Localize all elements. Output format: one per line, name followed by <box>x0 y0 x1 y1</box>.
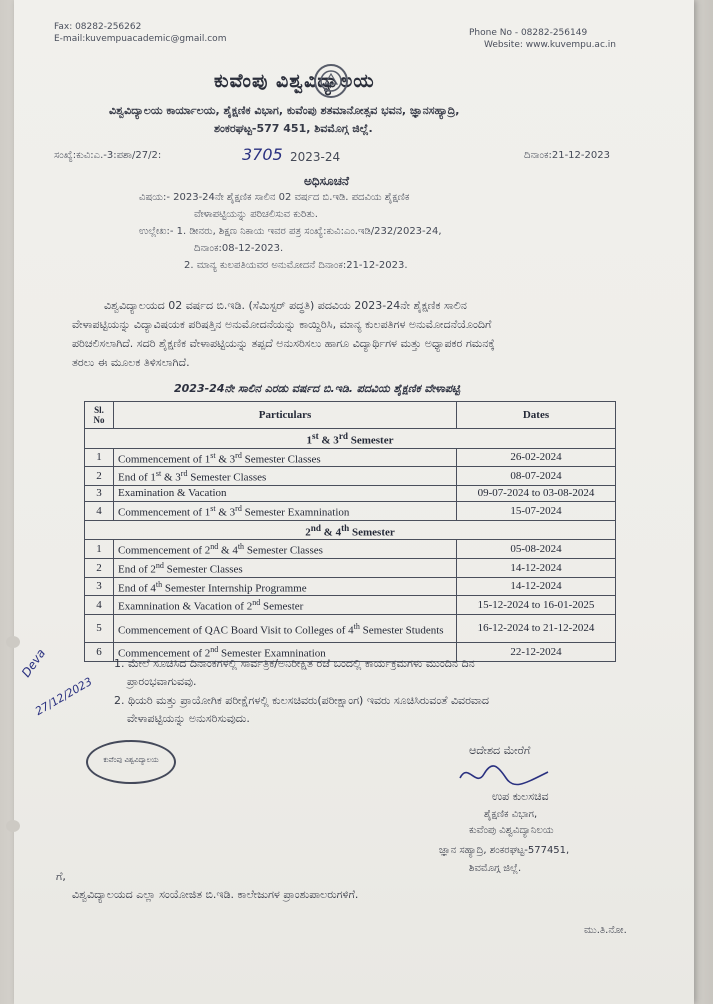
university-title: ಕುವೆಂಪು ವಿಶ್ವವಿದ್ಯಾಲಯ <box>214 70 375 92</box>
handwritten-margin-date: 27/12/2023 <box>32 675 95 718</box>
table-row <box>85 596 616 615</box>
cell-date: 15-07-2024 <box>457 501 616 520</box>
deputy-registrar: ಉಪ ಕುಲಸಚಿವ <box>492 790 549 803</box>
cell-date: 09-07-2024 to 03-08-2024 <box>457 485 616 501</box>
body-line-2: ವೇಳಾಪಟ್ಟಿಯನ್ನು ವಿದ್ಯಾವಿಷಯಕ ಪರಿಷತ್ತಿನ ಅನುಮೋದನೆಯನ್ನು ಕಾಯ್ದಿರಿಸಿ, ಮಾನ್ಯ ಕುಲಪತಿಗಳ ಅನುಮೋದನೆಯೊಂದಿಗೆ <box>72 318 492 331</box>
cell-date: 16-12-2024 to 21-12-2024 <box>457 614 616 642</box>
cell-particular: Commencement of 2nd & 4th Semester Classes <box>114 540 457 559</box>
office-stamp <box>86 740 176 784</box>
body-line-3: ಪರಿಚಲಿಸಲಾಗಿದೆ. ಸದರಿ ಶೈಕ್ಷಣಿಕ ವೇಳಾಪಟ್ಟಿಯನ್ನು ತಪ್ಪದೆ ಅನುಸರಿಸಲು ಹಾಗೂ ವಿದ್ಯಾರ್ಥಿಗಳ ಮತ್ತು ಅಧ್ಯಾಪಕರ ಗಮನಕ್ಕೆ <box>72 337 495 350</box>
cell-date: 15-12-2024 to 16-01-2025 <box>457 596 616 615</box>
table-row <box>85 467 616 486</box>
body-line-1: ವಿಶ್ವವಿದ್ಯಾಲಯದ 02 ವರ್ಷದ ಬಿ.ಇಡಿ. (ಸೆಮಿಸ್ಟರ್ ಪದ್ಧತಿ) ಪದವಿಯ 2023-24ನೇ ಶೈಕ್ಷಣಿಕ ಸಾಲಿನ <box>104 299 467 312</box>
cell-sl: 1 <box>85 448 114 467</box>
university-sign-name: ಕುವೆಂಪು ವಿಶ್ವವಿದ್ಯಾನಿಲಯ <box>469 825 554 836</box>
cell-particular: Commencement of 2nd Semester Examnination <box>114 642 457 661</box>
cell-date: 14-12-2024 <box>457 558 616 577</box>
university-logo <box>314 64 348 98</box>
subject-line-2: ವೇಳಾಪಟ್ಟಿಯನ್ನು ಪರಿಚಲಿಸುವ ಕುರಿತು. <box>194 209 318 220</box>
phone-line: Phone No - 08282-256149 <box>469 28 588 38</box>
reference-year: 2023-24 <box>290 150 341 164</box>
cell-date: 08-07-2024 <box>457 467 616 486</box>
table-row <box>85 614 616 642</box>
emblem-icon <box>316 66 346 96</box>
sign-place-line-1: ಜ್ಞಾನ ಸಹ್ಯಾದ್ರಿ, ಶಂಕರಘಟ್ಟ-577451, <box>439 845 570 856</box>
cell-sl: 2 <box>85 558 114 577</box>
cell-particular: End of 4th Semester Internship Programme <box>114 577 457 596</box>
cell-date: 14-12-2024 <box>457 577 616 596</box>
semester-1-3-rows <box>85 448 616 520</box>
address-line-1: ವಿಶ್ವವಿದ್ಯಾಲಯ ಕಾರ್ಯಾಲಯ, ಶೈಕ್ಷಣಿಕ ವಿಭಾಗ, ಕುವೆಂಪು ಶತಮಾನೋತ್ಸವ ಭವನ, ಜ್ಞಾನಸಹ್ಯಾದ್ರಿ, <box>109 104 460 117</box>
semester-2-4-heading: 2nd & 4th Semester <box>85 520 616 540</box>
stamp-text: ಕುವೆಂಪು ವಿಶ್ವವಿದ್ಯಾಲಯ <box>103 756 159 764</box>
cell-particular: End of 2nd Semester Classes <box>114 558 457 577</box>
col-particulars-header: Particulars <box>114 402 457 429</box>
table-header-row <box>85 402 616 429</box>
col-dates-header: Dates <box>457 402 616 429</box>
reference-number: ಸಂಖ್ಯೆ:ಕುವಿ:ಎ.-3:ಪಶಾ/27/2: <box>54 150 162 161</box>
table-row <box>85 540 616 559</box>
cell-particular: End of 1st & 3rd Semester Classes <box>114 467 457 486</box>
by-order-text: ಆದೇಶದ ಮೇರೆಗೆ <box>469 744 531 757</box>
sign-place-line-2: ಶಿವಮೊಗ್ಗ ಜಿಲ್ಲೆ. <box>469 863 522 874</box>
cell-sl: 4 <box>85 596 114 615</box>
cell-particular: Commencement of 1st & 3rd Semester Classes <box>114 448 457 467</box>
cell-sl: 5 <box>85 614 114 642</box>
cell-date: 05-08-2024 <box>457 540 616 559</box>
table-row <box>85 577 616 596</box>
to-label: ಗೆ, <box>56 870 66 883</box>
semester-group-row <box>85 429 616 449</box>
semester-2-4-rows <box>85 540 616 661</box>
schedule-table <box>84 401 616 662</box>
handwritten-margin-signature: Deva <box>18 646 49 680</box>
note-2-line-2: ವೇಳಾಪಟ್ಟಿಯನ್ನು ಅನುಸರಿಸುವುದು. <box>127 712 250 725</box>
table-row <box>85 448 616 467</box>
cell-sl: 1 <box>85 540 114 559</box>
subject-line-1: ವಿಷಯ:- 2023-24ನೇ ಶೈಕ್ಷಣಿಕ ಸಾಲಿನ 02 ವರ್ಷದ ಬಿ.ಇಡಿ. ಪದವಿಯ ಶೈಕ್ಷಣಿಕ <box>139 192 410 203</box>
email-line: E-mail:kuvempuacademic@gmail.com <box>54 34 227 44</box>
document-page <box>14 0 694 1004</box>
cell-sl: 6 <box>85 642 114 661</box>
cell-sl: 2 <box>85 467 114 486</box>
punch-hole <box>6 820 20 832</box>
body-line-4: ತರಲು ಈ ಮೂಲಕ ತಿಳಿಸಲಾಗಿದೆ. <box>72 356 190 369</box>
fax-line: Fax: 08282-256262 <box>54 22 142 32</box>
reference-1-line-1: ಉಲ್ಲೇಖ:- 1. ಡೀನರು, ಶಿಕ್ಷಣ ನಿಕಾಯ ಇವರ ಪತ್ರ ಸಂಖ್ಯೆ:ಕುವಿ:ಎಂ.ಇಡಿ/232/2023-24, <box>139 226 442 237</box>
cell-particular: Commencement of 1st & 3rd Semester Examnination <box>114 501 457 520</box>
table-caption: 2023-24ನೇ ಸಾಲಿನ ಎರಡು ವರ್ಷದ ಬಿ.ಇಡಿ. ಪದವಿಯ ಶೈಕ್ಷಣಿಕ ವೇಳಾಪಟ್ಟಿ <box>174 382 461 395</box>
recipients-line: ವಿಶ್ವವಿದ್ಯಾಲಯದ ಎಲ್ಲಾ ಸಂಯೋಜಿತ ಬಿ.ಇಡಿ. ಕಾಲೇಜುಗಳ ಪ್ರಾಂಶುಪಾಲರುಗಳಿಗೆ. <box>72 888 359 901</box>
col-sl-header: Sl. No <box>85 402 114 429</box>
semester-1-3-heading: 1st & 3rd Semester <box>85 429 616 449</box>
table-row <box>85 501 616 520</box>
website-line: Website: www.kuvempu.ac.in <box>484 40 616 50</box>
punch-hole <box>6 636 20 648</box>
reference-1-line-2: ದಿನಾಂಕ:08-12-2023. <box>194 243 284 254</box>
note-1-line-1: 1. ಮೇಲೆ ಸೂಚಿಸಿದ ದಿನಾಂಕಗಳಲ್ಲಿ ಸಾರ್ವತ್ರಿಕ/ಅನಿರೀಕ್ಷಿತ ರಜೆ ಬಂದಲ್ಲಿ ಕಾರ್ಯಕ್ರಮಗಳು ಮುಂದಿನ ದಿನ <box>114 657 475 670</box>
pto-text: ಮು.ತಿ.ನೋ. <box>584 925 627 936</box>
handwritten-number: 3705 <box>242 145 283 164</box>
cell-particular: Examination & Vacation <box>114 485 457 501</box>
reference-date: ದಿನಾಂಕ:21-12-2023 <box>524 150 610 161</box>
cell-sl: 4 <box>85 501 114 520</box>
cell-date: 26-02-2024 <box>457 448 616 467</box>
address-line-2: ಶಂಕರಘಟ್ಟ-577 451, ಶಿವಮೊಗ್ಗ ಜಿಲ್ಲೆ. <box>214 122 373 135</box>
cell-sl: 3 <box>85 577 114 596</box>
cell-sl: 3 <box>85 485 114 501</box>
academic-section: ಶೈಕ್ಷಣಿಕ ವಿಭಾಗ, <box>484 809 538 820</box>
table-row <box>85 485 616 501</box>
reference-2: 2. ಮಾನ್ಯ ಕುಲಪತಿಯವರ ಅನುಮೋದನೆ ದಿನಾಂಕ:21-12-2023. <box>184 260 408 271</box>
notification-heading: ಅಧಿಸೂಚನೆ <box>304 174 350 188</box>
semester-group-row <box>85 520 616 540</box>
table-row <box>85 558 616 577</box>
note-2-line-1: 2. ಥಿಯರಿ ಮತ್ತು ಪ್ರಾಯೋಗಿಕ ಪರೀಕ್ಷೆಗಳಲ್ಲಿ ಕುಲಸಚಿವರು(ಪರೀಕ್ಷಾಂಗ) ಇವರು ಸೂಚಿಸಿರುವಂತೆ ವಿವರವಾದ <box>114 694 489 707</box>
cell-particular: Examnination & Vacation of 2nd Semester <box>114 596 457 615</box>
cell-particular: Commencement of QAC Board Visit to Colleges of 4th Semester Students <box>114 614 457 642</box>
note-1-line-2: ಪ್ರಾರಂಭವಾಗುವವು. <box>127 675 197 688</box>
cell-date: 22-12-2024 <box>457 642 616 661</box>
